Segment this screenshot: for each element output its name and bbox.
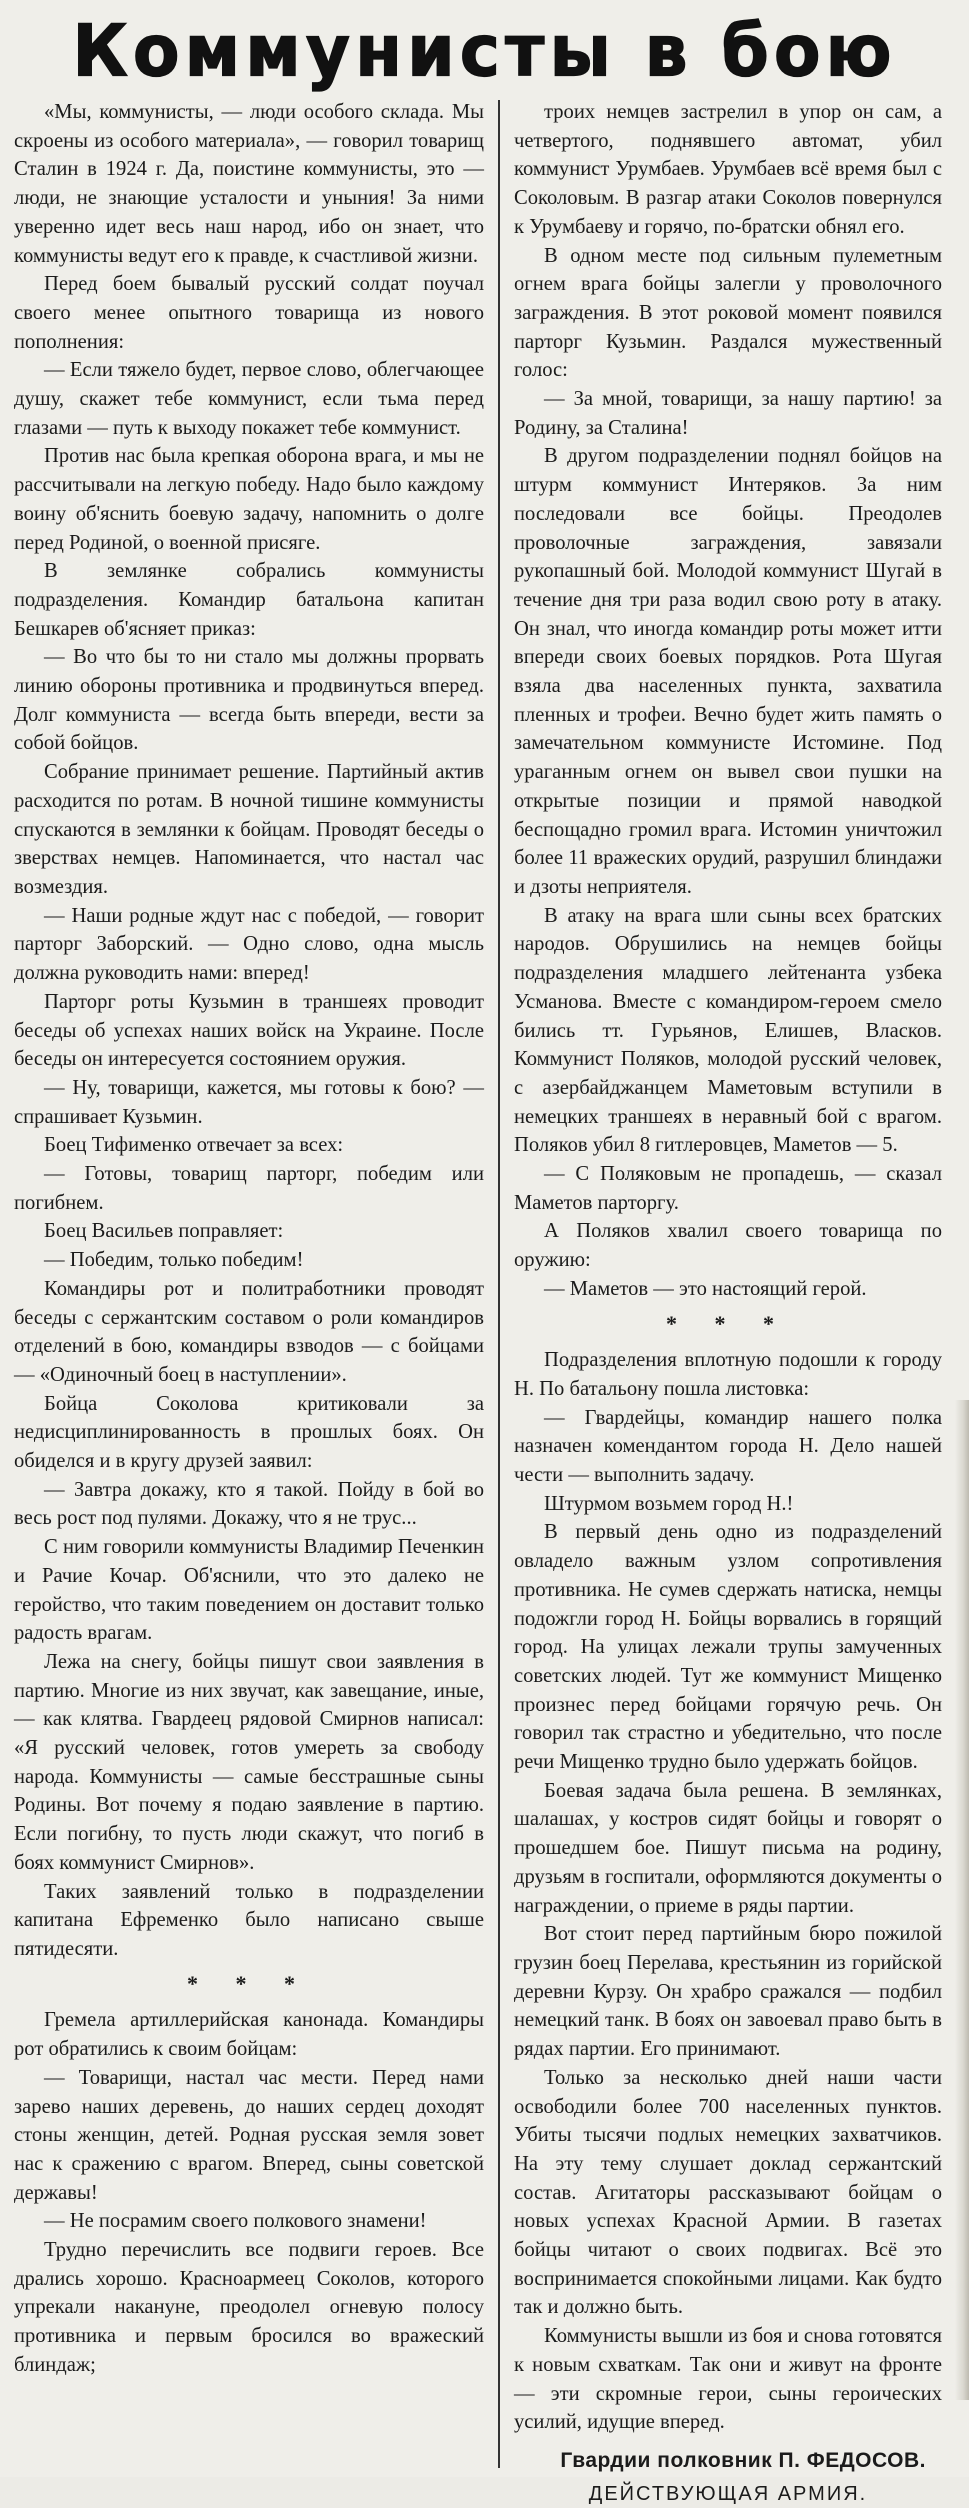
- article-paragraph: — Ну, товарищи, кажется, мы готовы к бою? — спрашивает Кузьмин.: [14, 1076, 484, 1128]
- article-paragraph: Трудно перечислить все подвиги героев. Все дрались хорошо. Красноармеец Соколов, которого упрекали накануне, преодолел огневую полосу противника и первым бросился во вражеский блиндаж;: [14, 2239, 484, 2376]
- article-paragraph: В одном месте под сильным пулеметным огнем врага бойцы залегли у проволочного заграждения. В этот роковой момент появился парторг Кузьмин. Раздался мужественный голос:: [514, 244, 942, 382]
- left-column: [14, 98, 498, 2468]
- article-paragraph: С ним говорили коммунисты Владимир Печенкин и Рачие Кочар. Об'яснили, что это далеко не геройство, что таким поведением он доставит только радость врагам.: [14, 1536, 484, 1645]
- left-column-paragraphs: [14, 98, 484, 1964]
- article-paragraph: Бойца Соколова критиковали за недисциплинированность в прошлых боях. Он обиделся и в кругу друзей заявил:: [14, 1392, 484, 1473]
- article-paragraph: Только за несколько дней наши части освободили более 700 населенных пунктов. Убиты тысячи подлых немецких захватчиков. На эту тему слушает доклад сержантский состав. Агитаторы рассказывают бойцам о новых успехах Красной Армии. В газетах бойцы читают о своих подвигах. Всё это воспринимается спокойными лицами. Как будто так и должно быть.: [514, 2066, 942, 2319]
- article-paragraph: «Мы, коммунисты, — люди особого склада. Мы скроены из особого материала», — говорил товарищ Сталин в 1924 г. Да, поистине коммунисты, это — люди, не знающие усталости и уныния! За ними уверенно идет весь наш народ, ибо он знает, что коммунисты ведут его к правде, к счастливой жизни.: [14, 101, 484, 267]
- article-paragraph: Таких заявлений только в подразделении капитана Ефременко было написано свыше пятидесяти.: [14, 1880, 484, 1960]
- article-paragraph: — Во что бы то ни стало мы должны прорвать линию обороны противника и продвинуться вперед. Долг коммуниста — всегда быть впереди, вести за собой бойцов.: [14, 646, 484, 755]
- article-paragraph: — За мной, товарищи, за нашу партию! за Родину, за Сталина!: [514, 388, 942, 439]
- article-paragraph: В другом подразделении поднял бойцов на штурм коммунист Интеряков. За ним последовали все бойцы. Преодолев проволочные заграждения, завязали рукопашный бой. Молодой коммунист Шугай в течение дня три раза водил свою роту в атаку. Он знал, что иногда командир роты может итти впереди своих боевых порядков. Рота Шугая взяла два населенных пункта, захватила пленных и трофеи. Вечно будет жить память о замечательном коммунисте Истомине. Под ураганным огнем он вывел свои пушки на открытые позиции и прямой наводкой беспощадно громил врага. Истомин уничтожил более 11 вражеских орудий, разрушил блиндажи и дзоты неприятеля.: [514, 445, 942, 898]
- article-paragraph: Подразделения вплотную подошли к городу Н. По батальону пошла листовка:: [514, 1349, 942, 1400]
- article-paragraph: — Завтра докажу, кто я такой. Пойду в бой во весь рост под пулями. Докажу, что я не трус...: [14, 1478, 484, 1530]
- article-paragraph: Перед боем бывалый русский солдат поучал своего менее опытного товарища из нового пополнения:: [14, 273, 484, 353]
- article-paragraph: Штурмом возьмем город Н.!: [544, 1492, 794, 1515]
- article-paragraph: Гремела артиллерийская канонада. Командиры рот обратились к своим бойцам:: [14, 2009, 484, 2061]
- article-paragraph: Боец Васильев поправляет:: [44, 1220, 284, 1243]
- article-paragraph: А Поляков хвалил своего товарища по оружию:: [514, 1220, 942, 1272]
- article-paragraph: Командиры рот и политработники проводят беседы с сержантским составом о роли командиров отделений в бою, командиры взводов — с бойцами — «Одиночный боец в наступлении».: [14, 1277, 484, 1386]
- article-paragraph: В землянке собрались коммунисты подразделения. Командир батальона капитан Бешкарев об'ясняет приказ:: [14, 560, 484, 640]
- article-paragraph: В атаку на врага шли сыны всех братских народов. Обрушились на немцев бойцы подразделения младшего лейтенанта узбека Усманова. Вместе с командиром-героем смело бились тт. Гурьянов, Елишев, Власков. Коммунист Поляков, молодой русский человек, с азербайджанцем Маметовым вступили в немецких траншеях в неравный бой с врагом. Поляков убил 8 гитлеровцев, Маметов — 5.: [514, 904, 942, 1157]
- section-separator-stars: * * *: [187, 1970, 311, 1996]
- article-paragraph: Боевая задача была решена. В землянках, шалашах, у костров сидят бойцы и говорят о прошедшем бое. Пишут письма на родину, друзьям в госпитали, оформляются документы о награждении, о приеме в ряды партии.: [514, 1779, 942, 1917]
- dateline: ДЕЙСТВУЮЩАЯ АРМИЯ.: [588, 2482, 868, 2505]
- article-paragraph: троих немцев застрелил в упор он сам, а четвертого, поднявшего автомат, убил коммунист Урумбаев. Урумбаев всё время был с Соколовым. В разгар атаки Соколов повернулся к Урумбаеву и горячо, по-братски обнял его.: [514, 101, 942, 238]
- article-paragraph: Лежа на снегу, бойцы пишут свои заявления в партию. Многие из них звучат, как завещание, иные, — как клятва. Гвардеец рядовой Смирнов написал: «Я русский человек, готов умереть за свободу народа. Коммунисты — самые бесстрашные сыны Родины. Вот почему я подаю заявление в партию. Если погибну, то пусть люди скажут, что погиб в боях коммунист Смирнов».: [14, 1650, 484, 1874]
- right-column: [500, 98, 942, 2505]
- section-separator-stars: * * *: [666, 1310, 790, 1336]
- right-column-paragraphs: [514, 98, 942, 1304]
- article-columns: [14, 98, 955, 2505]
- article-paragraph: — С Поляковым не пропадешь, — сказал Маметов парторгу.: [514, 1163, 942, 1214]
- article-paragraph: — Наши родные ждут нас с победой, — говорит парторг Заборский. — Одно слово, одна мысль должна руководить нами: вперед!: [14, 904, 484, 985]
- article-paragraph: — Маметов — это настоящий герой.: [544, 1277, 867, 1300]
- article-paragraph: Боец Тифименко отвечает за всех:: [44, 1134, 344, 1157]
- article-paragraph: — Товарищи, настал час мести. Перед нами зарево наших деревень, до наших сердец доходят стоны женщин, детей. Родная русская земля зовет нас к сражению с врагом. Вперед, сыны советской державы!: [14, 2066, 484, 2204]
- article-paragraph: — Победим, только победим!: [44, 1249, 304, 1272]
- article-paragraph: — Не посрамим своего полкового знамени!: [44, 2210, 427, 2233]
- article-paragraph: — Если тяжело будет, первое слово, облегчающее душу, скажет тебе коммунист, если тьма перед глазами — путь к выходу покажет тебе коммунист.: [14, 359, 484, 439]
- author-signature: Гвардии полковник П. ФЕДОСОВ.: [560, 2448, 926, 2472]
- right-column-paragraphs-after-separator: [514, 1346, 942, 2437]
- article-paragraph: — Готовы, товарищ парторг, победим или погибнем.: [14, 1163, 484, 1214]
- page-edge-strip: [955, 1400, 969, 2400]
- article-headline: Коммунисты в бою: [72, 10, 897, 94]
- article-paragraph: В первый день одно из подразделений овладело важным узлом сопротивления противника. Не сумев сдержать натиска, немцы подожгли город Н. Бойцы ворвались в горящий город. На улицах лежали трупы замученных советских людей. Тут же коммунист Мищенко произнес перед бойцами горячую речь. Он говорил так страстно и убедительно, что после речи Мищенко трудно было удержать бойцов.: [514, 1521, 942, 1774]
- article-paragraph: Коммунисты вышли из боя и снова готовятся к новым схваткам. Так они и живут на фронте — эти скромные герои, сыны героических усилий, идущие вперед.: [514, 2325, 942, 2434]
- article-paragraph: — Гвардейцы, командир нашего полка назначен комендантом города Н. Дело нашей чести — выполнить задачу.: [514, 1406, 942, 1487]
- article-paragraph: Против нас была крепкая оборона врага, и мы не рассчитывали на легкую победу. Надо было каждому воину об'яснить боевую задачу, напомнить о долге перед Родиной, о военной присяге.: [14, 445, 484, 554]
- article-paragraph: Парторг роты Кузьмин в траншеях проводит беседы об успехах наших войск на Украине. После беседы он интересуется состоянием оружия.: [14, 990, 484, 1071]
- article-paragraph: Вот стоит перед партийным бюро пожилой грузин боец Перелава, крестьянин из горийской деревни Курзу. Он храбро сражался — подбил немецкий танк. В боях он завоевал право быть в рядах партии. Его принимают.: [514, 1923, 942, 2061]
- left-column-paragraphs-after-separator: [14, 2006, 484, 2379]
- article-paragraph: Собрание принимает решение. Партийный актив расходится по ротам. В ночной тишине коммунисты спускаются в землянки к бойцам. Проводят беседы о зверствах немцев. Напоминается, что настал час возмездия.: [14, 761, 484, 898]
